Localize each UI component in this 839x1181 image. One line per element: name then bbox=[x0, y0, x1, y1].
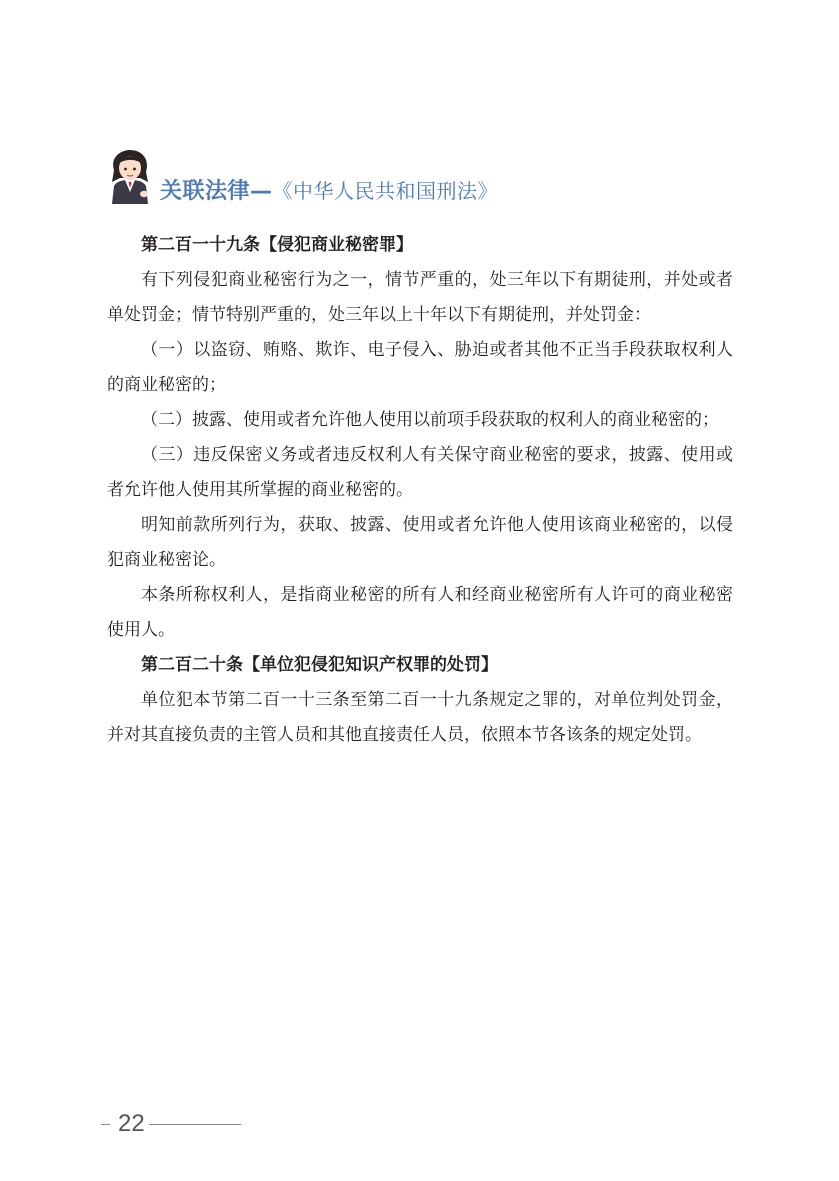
article-paragraph: （二）披露、使用或者允许他人使用以前项手段获取的权利人的商业秘密的； bbox=[141, 410, 719, 430]
lawyer-avatar-icon bbox=[104, 148, 156, 206]
article-paragraph: （三）违反保密义务或者违反权利人有关保守商业秘密的要求，披露、使用或者允许他人使用其所掌握的商业秘密的。 bbox=[107, 445, 733, 500]
article-paragraph: 单位犯本节第二百一十三条至第二百一十九条规定之罪的，对单位判处罚金，并对其直接负责的主管人员和其他直接责任人员，依照本节各该条的规定处罚。 bbox=[107, 690, 733, 745]
law-text-body bbox=[107, 228, 733, 753]
footer-dash bbox=[101, 1124, 110, 1125]
article-heading: 第二百二十条【单位犯侵犯知识产权罪的处罚】 bbox=[141, 655, 498, 675]
page-footer bbox=[101, 1108, 251, 1140]
section-heading bbox=[104, 148, 724, 208]
article-paragraph: 明知前款所列行为，获取、披露、使用或者允许他人使用该商业秘密的，以侵犯商业秘密论。 bbox=[107, 515, 733, 570]
article-paragraph: （一）以盗窃、贿赂、欺诈、电子侵入、胁迫或者其他不正当手段获取权利人的商业秘密的； bbox=[107, 340, 733, 395]
page-number: 22 bbox=[118, 1110, 145, 1137]
article-heading: 第二百一十九条【侵犯商业秘密罪】 bbox=[141, 235, 413, 255]
article-paragraph: 有下列侵犯商业秘密行为之一，情节严重的，处三年以下有期徒刑，并处或者单处罚金；情节特别严重的，处三年以上十年以下有期徒刑，并处罚金： bbox=[107, 270, 733, 325]
heading-title: 关联法律—《中华人民共和国刑法》 bbox=[160, 179, 499, 204]
footer-rule bbox=[149, 1124, 241, 1125]
article-paragraph: 本条所称权利人，是指商业秘密的所有人和经商业秘密所有人许可的商业秘密使用人。 bbox=[107, 585, 733, 640]
